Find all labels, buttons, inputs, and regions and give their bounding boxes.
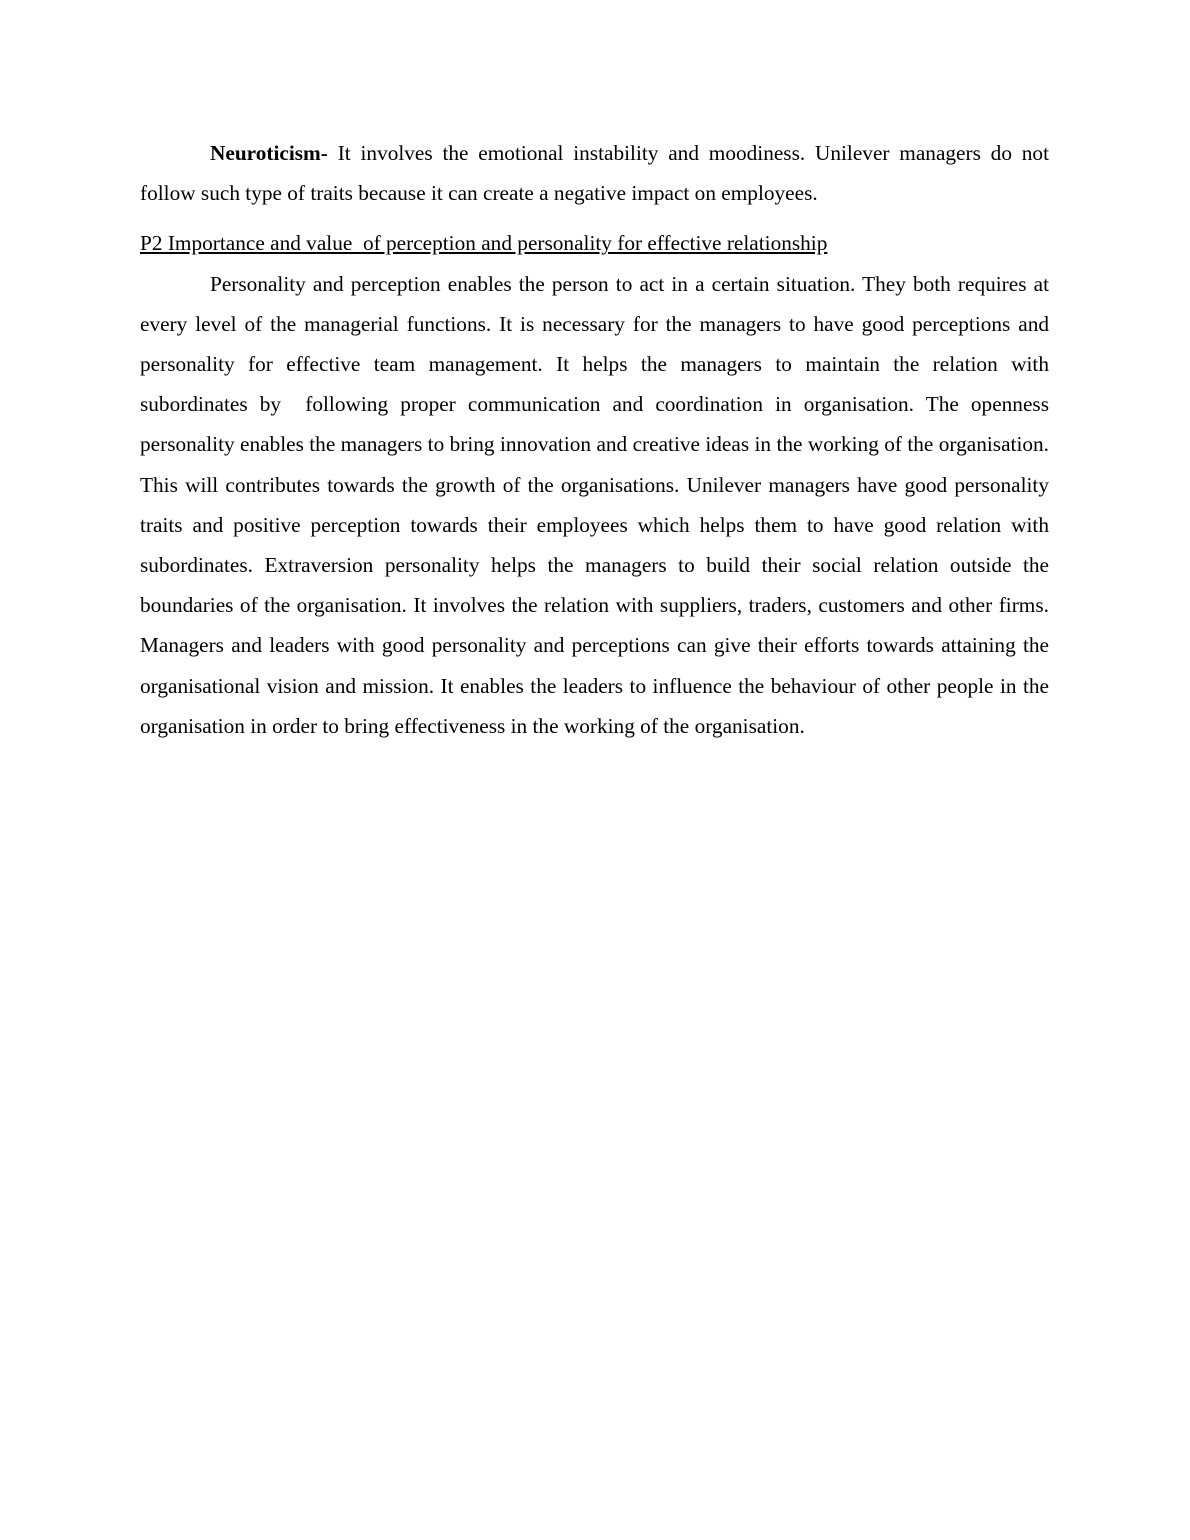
neuroticism-paragraph	[140, 133, 1049, 213]
document-content	[140, 133, 1060, 746]
neuroticism-text: It involves the emotional instability and moodiness. Unilever managers do not follow such type of traits because it can create a negative impact on employees.	[140, 141, 1049, 206]
section-body-paragraph: Personality and perception enables the person to act in a certain situation. They both requires at every level of the managerial functions. It is necessary for the managers to have good perceptions and personality for effective team management. It helps the managers to maintain the relation with subordinates by following proper communication and coordination in organisation. The openness personality enables the managers to bring innovation and creative ideas in the working of the organisation. This will contributes towards the growth of the organisations. Unilever managers have good personality traits and positive perception towards their employees which helps them to have good relation with subordinates. Extraversion personality helps the managers to build their social relation outside the boundaries of the organisation. It involves the relation with suppliers, traders, customers and other firms. Managers and leaders with good personality and perceptions can give their efforts towards attaining the organisational vision and mission. It enables the leaders to influence the behaviour of other people in the organisation in order to bring effectiveness in the working of the organisation.	[140, 271, 1060, 738]
section-heading: P2 Importance and value of perception and personality for effective relationship	[140, 231, 828, 256]
neuroticism-term: Neuroticism-	[210, 141, 328, 165]
